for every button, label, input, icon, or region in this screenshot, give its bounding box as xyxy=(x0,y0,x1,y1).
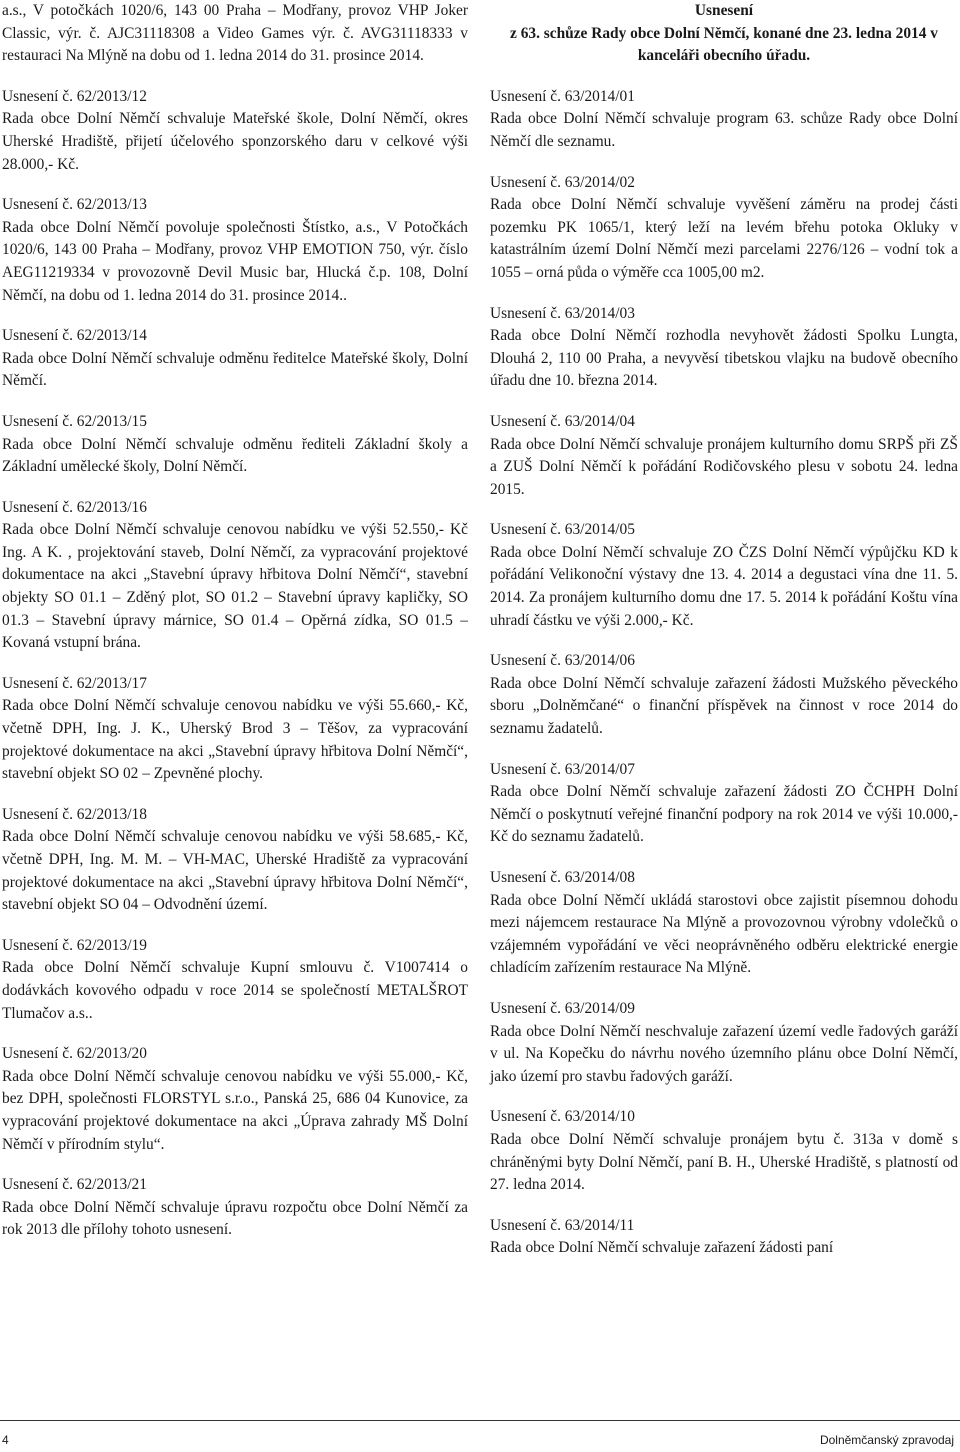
resolution-text: Rada obce Dolní Němčí neschvaluje zařazení území vedle řadových garáží v ul. Na Kopečku do návrhu nového územního plánu obce Dolní Němčí, jako území pro stavbu řadových garáží. xyxy=(490,1022,958,1085)
resolution-number: Usnesení č. 63/2014/11 xyxy=(490,1216,635,1234)
resolution-continuation: a.s., V potočkách 1020/6, 143 00 Praha – Modřany, provoz VHP Joker Classic, výr. č. AJC31118308 a Video Games výr. č. AVG31118333 v restauraci Na Mlýně na dobu od 1. ledna 2014 do 31. prosince 2014. xyxy=(2,2,468,65)
resolution-item xyxy=(2,1174,468,1242)
resolution-number: Usnesení č. 62/2013/13 xyxy=(2,196,147,214)
resolution-item xyxy=(490,86,958,154)
resolution-number: Usnesení č. 62/2013/12 xyxy=(2,87,147,105)
resolution-item xyxy=(2,673,468,786)
resolution-item xyxy=(2,497,468,655)
resolution-item xyxy=(490,759,958,849)
resolution-text: Rada obce Dolní Němčí schvaluje zařazení žádosti paní xyxy=(490,1239,834,1257)
resolution-item xyxy=(2,411,468,479)
resolution-item xyxy=(490,303,958,393)
resolution-item xyxy=(2,325,468,393)
resolution-item xyxy=(490,650,958,740)
resolution-item xyxy=(490,411,958,501)
resolution-text: Rada obce Dolní Němčí schvaluje odměnu ředitelce Mateřské školy, Dolní Němčí. xyxy=(2,349,468,390)
resolution-text: Rada obce Dolní Němčí schvaluje pronájem bytu č. 313a v domě s chráněnými byty Dolní Němčí, paní B. H., Uherské Hradiště, s platností od 27. ledna 2014. xyxy=(490,1130,958,1194)
resolution-item xyxy=(2,194,468,307)
resolution-number: Usnesení č. 62/2013/20 xyxy=(2,1045,147,1063)
resolution-number: Usnesení č. 63/2014/04 xyxy=(490,412,635,430)
resolution-text: Rada obce Dolní Němčí schvaluje pronájem kulturního domu SRPŠ při ZŠ a ZUŠ Dolní Němčí k pořádání Rodičovského plesu v sobotu 24. ledna 2015. xyxy=(490,435,958,498)
resolution-number: Usnesení č. 63/2014/08 xyxy=(490,869,635,886)
resolution-text: Rada obce Dolní Němčí schvaluje cenovou nabídku ve výši 55.000,- Kč, bez DPH, společnosti FLORSTYL s.r.o., Panská 25, 686 04 Kunovice, za vypracování projektové dokumentace na akci „Úprava zahrady MŠ Dolní Němčí v přírodním stylu“. xyxy=(2,1067,468,1153)
resolution-number: Usnesení č. 62/2013/15 xyxy=(2,412,147,430)
resolution-number: Usnesení č. 63/2014/02 xyxy=(490,173,635,191)
right-column xyxy=(490,0,958,1278)
resolution-text: Rada obce Dolní Němčí schvaluje odměnu řediteli Základní školy a Základní umělecké školy, Dolní Němčí. xyxy=(2,435,468,476)
resolution-text: Rada obce Dolní Němčí schvaluje ZO ČZS Dolní Němčí výpůjčku KD k pořádání Velikonoční výstavy dne 13. 4. 2014 a degustaci vína dne 11. 5. 2014. Za pronájem kulturního domu dne 17. 5. 2014 k pořádání Koštu vína uhradí částku ve výši 2.000,- Kč. xyxy=(490,543,958,629)
resolution-number: Usnesení č. 63/2014/05 xyxy=(490,521,635,539)
resolution-number: Usnesení č. 62/2013/16 xyxy=(2,498,147,516)
resolution-text: Rada obce Dolní Němčí schvaluje cenovou nabídku ve výši 55.660,- Kč, včetně DPH, Ing. J. K., Uherský Brod 3 – Těšov, za vypracování projektové dokumentace na akci „Stavební úpravy hřbitova Dolní Němčí“, stavební objekt SO 02 – Zpevněné plochy. xyxy=(2,697,468,783)
resolution-text: Rada obce Dolní Němčí schvaluje program 63. schůze Rady obce Dolní Němčí dle seznamu. xyxy=(490,110,958,150)
header-title: Usnesení xyxy=(694,2,754,19)
resolution-item xyxy=(490,867,958,980)
resolution-item xyxy=(490,1215,958,1260)
resolution-text: Rada obce Dolní Němčí schvaluje Kupní smlouvu č. V1007414 o dodávkách kovového odpadu v roce 2014 se společností METALŠROT Tlumačov a.s.. xyxy=(2,959,468,1022)
right-resolution-list xyxy=(490,86,958,1260)
resolution-number: Usnesení č. 63/2014/10 xyxy=(490,1108,635,1126)
resolution-item xyxy=(490,519,958,632)
resolution-number: Usnesení č. 62/2013/21 xyxy=(2,1176,147,1194)
resolution-text: Rada obce Dolní Němčí schvaluje zařazení žádosti Mužského pěveckého sboru „Dolněmčané“ o finanční příspěvek na činnost v roce 2014 do seznamu žadatelů. xyxy=(490,674,958,738)
page-footer xyxy=(0,1420,960,1448)
resolution-item xyxy=(2,935,468,1025)
resolution-text: Rada obce Dolní Němčí schvaluje zařazení žádosti ZO ČCHPH Dolní Němčí o poskytnutí veřejné finanční podpory na rok 2014 ve výši 10.000,- Kč do seznamu žadatelů. xyxy=(490,783,958,846)
resolution-text: Rada obce Dolní Němčí schvaluje cenovou nabídku ve výši 58.685,- Kč, včetně DPH, Ing. M. M. – VH-MAC, Uherské Hradiště za vypracování projektové dokumentace na akci „Stavební úpravy hřbitova Dolní Němčí“, stavební objekt SO 04 – Odvodnění území. xyxy=(2,828,468,914)
resolution-number: Usnesení č. 62/2013/18 xyxy=(2,805,147,823)
resolution-text: Rada obce Dolní Němčí ukládá starostovi obce zajistit písemnou dohodu mezi nájemcem restaurace Na Mlýně a provozovnou výrobny vdolečků o vzájemném vypořádání ve věci neoprávněného odběru elektrické energie chladícím zařízením restaurace Na Mlýně. xyxy=(490,891,958,977)
resolution-number: Usnesení č. 63/2014/06 xyxy=(490,652,635,670)
resolution-text: Rada obce Dolní Němčí rozhodla nevyhovět žádosti Spolku Lungta, Dlouhá 2, 110 00 Praha, a nevyvěsí tibetskou vlajku na budově obecního úřadu dne 10. března 2014. xyxy=(490,327,958,390)
resolution-number: Usnesení č. 63/2014/09 xyxy=(490,999,635,1017)
resolution-text: Rada obce Dolní Němčí schvaluje cenovou nabídku ve výši 52.550,- Kč Ing. A K. , projektování staveb, Dolní Němčí, za vypracování projektové dokumentace na akci „Stavební úpravy hřbitova Dolní Němčí“, stavební objekty SO 01.1 – Zděný plot, SO 01.2 – Stavební úpravy kapličky, SO 01.3 – Stavební úpravy márnice, SO 01.4 – Opěrná zídka, SO 01.5 – Kovaná vstupní brána. xyxy=(2,521,468,652)
resolution-text: Rada obce Dolní Němčí schvaluje vyvěšení záměru na prodej části pozemku PK 1065/1, který leží na levém břehu potoka Okluky v katastrálním území Dolní Němčí mezi parcelami 2276/126 – vodní tok a 1055 – orná půda o výměře cca 1005,00 m2. xyxy=(490,196,958,281)
journal-name: Dolněmčanský zpravodaj xyxy=(819,1433,954,1447)
left-column xyxy=(2,0,468,1260)
resolution-number: Usnesení č. 62/2013/19 xyxy=(2,936,147,954)
resolution-item xyxy=(2,1043,468,1156)
resolution-item xyxy=(490,172,958,285)
resolution-item xyxy=(490,998,958,1088)
resolution-item xyxy=(490,1106,958,1196)
resolution-text: Rada obce Dolní Němčí povoluje společnosti Štístko, a.s., V Potočkách 1020/6, 143 00 Praha – Modřany, provoz VHP EMOTION 750, výr. číslo AEG11219334 v provozovně Devil Music bar, Hlucká č.p. 108, Dolní Němčí, na dobu od 1. ledna 2014 do 31. prosince 2014.. xyxy=(2,218,468,304)
resolution-text: Rada obce Dolní Němčí schvaluje úpravu rozpočtu obce Dolní Němčí za rok 2013 dle přílohy tohoto usnesení. xyxy=(2,1198,468,1239)
continued-resolution-text xyxy=(2,0,468,68)
resolution-number: Usnesení č. 63/2014/01 xyxy=(490,87,635,105)
left-resolution-list xyxy=(2,86,468,1242)
resolution-text: Rada obce Dolní Němčí schvaluje Mateřské škole, Dolní Němčí, okres Uherské Hradiště, přijetí účelového sponzorského daru v celkové výši 28.000,- Kč. xyxy=(2,110,468,173)
page-number: 4 xyxy=(2,1433,9,1447)
resolution-item xyxy=(2,804,468,917)
resolution-number: Usnesení č. 63/2014/07 xyxy=(490,760,635,778)
header-subtitle: z 63. schůze Rady obce Dolní Němčí, konané dne 23. ledna 2014 v kanceláři obecního úřadu. xyxy=(510,24,938,65)
resolution-number: Usnesení č. 62/2013/17 xyxy=(2,674,147,692)
resolution-item xyxy=(2,86,468,176)
meeting-header xyxy=(490,0,958,68)
resolution-number: Usnesení č. 63/2014/03 xyxy=(490,304,635,322)
resolution-number: Usnesení č. 62/2013/14 xyxy=(2,327,147,345)
